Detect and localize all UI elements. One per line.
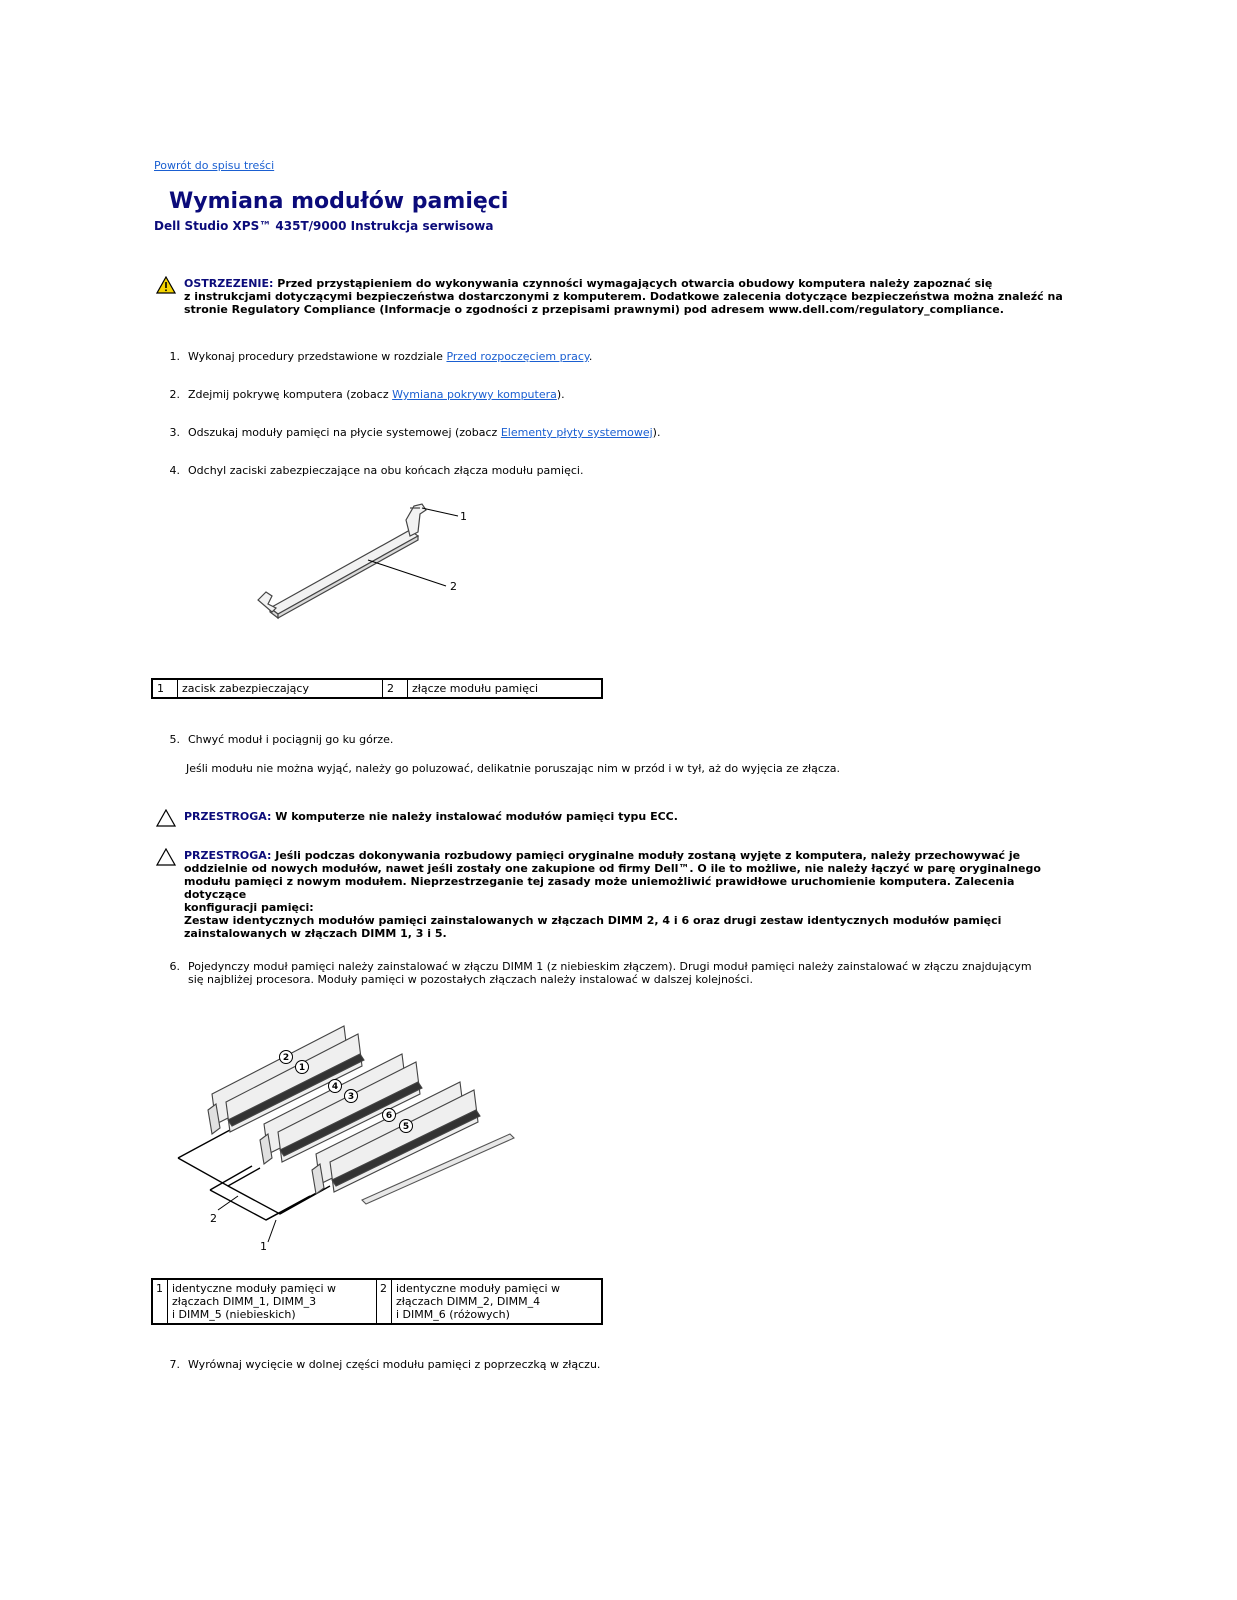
callout-2: 2	[450, 580, 457, 593]
step-number: 1.	[169, 350, 180, 363]
step-text: Odszukaj moduły pamięci na płycie systemowej (zobacz	[188, 426, 501, 439]
replace-cover-link[interactable]: Wymiana pokrywy komputera	[392, 388, 557, 401]
step-number: 2.	[169, 388, 180, 401]
legend-label: złącze modułu pamięci	[408, 679, 603, 698]
callout-1: 1	[460, 510, 467, 523]
step-text-end: ).	[652, 426, 661, 439]
callout-1: 1	[260, 1240, 267, 1253]
caution-text-line3: modułu pamięci z nowym modułem. Nieprzestrzeganie tej zasady może uniemożliwić prawidłowe uruchomienie komputera. Zalecenia dotyczące	[184, 875, 1015, 901]
callout-2: 2	[210, 1212, 217, 1225]
legend-label: identyczne moduły pamięci w złączach DIMM_2, DIMM_4 i DIMM_6 (różowych)	[392, 1279, 603, 1324]
warning-notice	[156, 276, 1063, 320]
step-number: 7.	[169, 1358, 180, 1371]
caution-label: PRZESTROGA:	[184, 810, 272, 823]
legend-number: 2	[383, 679, 408, 698]
table-row	[152, 1279, 602, 1324]
step-number: 6.	[169, 960, 180, 973]
step-6	[166, 960, 1066, 988]
table-row	[152, 679, 602, 698]
step-5	[166, 733, 1066, 747]
caution-label: PRZESTROGA:	[184, 849, 272, 862]
step-text: Zdejmij pokrywę komputera (zobacz	[188, 388, 393, 401]
system-board-components-link[interactable]: Elementy płyty systemowej	[500, 426, 653, 439]
caution-notice-2	[156, 848, 1056, 940]
page-title: Wymiana modułów pamięci	[169, 189, 509, 214]
step-5-note: Jeśli modułu nie można wyjąć, należy go poluzować, delikatnie poruszając nim w przód i w tył, aż do wyjęcia ze złącza.	[186, 762, 840, 775]
caution-icon	[156, 809, 176, 827]
step-number: 5.	[169, 733, 180, 746]
caution-text: W komputerze nie należy instalować modułów pamięci typu ECC.	[271, 810, 678, 823]
caution-icon	[156, 848, 176, 866]
slot-label: 1	[298, 1063, 306, 1073]
warning-text-line2: z instrukcjami dotyczącymi bezpieczeństwa dostarczonymi z komputerem. Dodatkowe zalecenia dotyczące bezpieczeństwa można znaleźć na	[184, 290, 1063, 303]
callout-line-1	[268, 1220, 276, 1242]
step-text: Odchyl zaciski zabezpieczające na obu końcach złącza modułu pamięci.	[188, 464, 584, 477]
step-text: Wyrównaj wycięcie w dolnej części modułu pamięci z poprzeczką w złączu.	[188, 1358, 601, 1371]
step-text-line2: się najbliżej procesora. Moduły pamięci w pozostałych złączach należy instalować w dalszej kolejności.	[188, 973, 753, 986]
legend-number: 1	[152, 1279, 168, 1324]
step-text-end: .	[588, 350, 593, 363]
step-1	[166, 350, 1066, 364]
step-text: Chwyć moduł i pociągnij go ku górze.	[188, 733, 394, 746]
caution-text-line1: Jeśli podczas dokonywania rozbudowy pamięci oryginalne moduły zostaną wyjęte z komputera, należy przechowywać je	[271, 849, 1021, 862]
warning-text-line1: Przed przystąpieniem do wykonywania czynności wymagających otwarcia obudowy komputera należy zapoznać się	[273, 277, 993, 290]
step-number: 3.	[169, 426, 180, 439]
slot-label: 5	[402, 1122, 410, 1132]
caution-text-line4: konfiguracji pamięci:	[184, 901, 314, 914]
legend-number: 1	[152, 679, 178, 698]
step-text: Wykonaj procedury przedstawione w rozdziale	[188, 350, 447, 363]
figure1-legend-table	[151, 678, 603, 699]
step-3	[166, 426, 1066, 440]
slot-label: 3	[347, 1092, 355, 1102]
slot-label: 6	[385, 1111, 393, 1121]
callout-line-1	[422, 508, 458, 516]
caution-notice-1	[156, 809, 1056, 829]
before-you-begin-link[interactable]: Przed rozpoczęciem pracy	[446, 350, 589, 363]
callout-line-2	[368, 560, 446, 586]
warning-label: OSTRZEZENIE:	[184, 277, 274, 290]
page-subtitle: Dell Studio XPS™ 435T/9000 Instrukcja serwisowa	[154, 219, 494, 233]
caution-text-line5: Zestaw identycznych modułów pamięci zainstalowanych w złączach DIMM 2, 4 i 6 oraz drugi zestaw identycznych modułów pamięci	[184, 914, 1002, 927]
legend-number: 2	[377, 1279, 392, 1324]
memory-connector-illustration	[250, 500, 480, 625]
step-2	[166, 388, 1066, 402]
warning-text-line3: stronie Regulatory Compliance (Informacje o zgodności z przepisami prawnymi) pod adresem www.dell.com/regulatory_compliance.	[184, 303, 1004, 316]
dimm-slots-illustration	[170, 1010, 520, 1260]
legend-label: zacisk zabezpieczający	[178, 679, 383, 698]
step-text-line1: Pojedynczy moduł pamięci należy zainstalować w złączu DIMM 1 (z niebieskim złączem). Drugi moduł pamięci należy zainstalować w złączu znajdującym	[188, 960, 1032, 973]
legend-label: identyczne moduły pamięci w złączach DIMM_1, DIMM_3 i DIMM_5 (niebieskich)	[168, 1279, 377, 1324]
step-text-end: ).	[556, 388, 565, 401]
slot-label: 4	[331, 1082, 339, 1092]
back-to-contents-link[interactable]: Powrót do spisu treści	[154, 159, 275, 172]
slot-label: 2	[282, 1053, 290, 1063]
step-4	[166, 464, 1066, 478]
step-number: 4.	[169, 464, 180, 477]
caution-text-line6: zainstalowanych w złączach DIMM 1, 3 i 5.	[184, 927, 447, 940]
caution-text-line2: oddzielnie od nowych modułów, nawet jeśli zostały one zakupione od firmy Dell™. O ile to możliwe, nie należy łączyć w parę oryginalnego	[184, 862, 1041, 875]
figure2-legend-table	[151, 1278, 603, 1325]
warning-icon	[156, 276, 176, 294]
step-7	[166, 1358, 1066, 1372]
